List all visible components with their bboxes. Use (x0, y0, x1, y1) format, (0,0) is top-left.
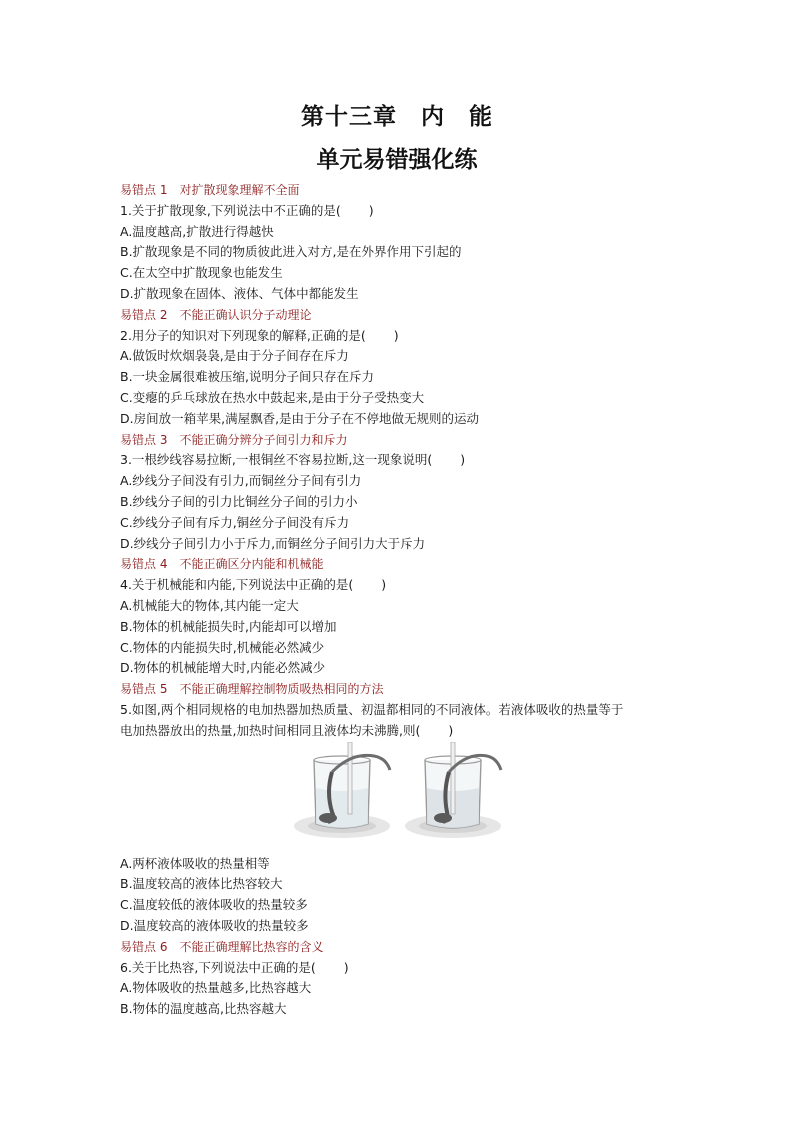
question-3: 3.一根纱线容易拉断,一根铜丝不容易拉断,这一现象说明( ) (120, 452, 466, 468)
beaker-heater-left-image (292, 742, 392, 842)
option-4d: D.物体的机械能增大时,内能必然减少 (120, 660, 326, 676)
error-point-heading-1: 易错点 1 对扩散现象理解不全面 (120, 183, 300, 197)
option-1a: A.温度越高,扩散进行得越快 (120, 223, 274, 239)
option-6a: A.物体吸收的热量越多,比热容越大 (120, 980, 312, 996)
error-point-heading-4: 易错点 4 不能正确区分内能和机械能 (120, 557, 324, 572)
option-2b: B.一块金属很难被压缩,说明分子间只存在斥力 (120, 369, 375, 385)
option-4c: C.物体的内能损失时,机械能必然减少 (120, 639, 325, 655)
question-2: 2.用分子的知识对下列现象的解释,正确的是( ) (120, 327, 399, 343)
question-1: 1.关于扩散现象,下列说法中不正确的是( ) (120, 202, 374, 218)
option-2c: C.变瘪的乒乓球放在热水中鼓起来,是由于分子受热变大 (120, 389, 425, 405)
option-2d: D.房间放一箱苹果,满屋飘香,是由于分子在不停地做无规则的运动 (120, 410, 480, 426)
error-point-heading-3: 易错点 3 不能正确分辨分子间引力和斥力 (120, 432, 348, 447)
unit-subtitle: 单元易错强化练 (316, 146, 478, 173)
option-3b: B.纱线分子间的引力比铜丝分子间的引力小 (120, 493, 358, 509)
option-5a: A.两杯液体吸收的热量相等 (120, 855, 270, 871)
question-5-line-1: 5.如图,两个相同规格的电加热器加热质量、初温都相同的不同液体。若液体吸收的热量等于 (120, 701, 624, 717)
option-3c: C.纱线分子间有斥力,铜丝分子间没有斥力 (120, 514, 350, 530)
option-5c: C.温度较低的液体吸收的热量较多 (120, 897, 308, 913)
option-4b: B.物体的机械能损失时,内能却可以增加 (120, 618, 337, 634)
option-2a: A.做饭时炊烟袅袅,是由于分子间存在斥力 (120, 348, 349, 364)
exercise-content (120, 180, 690, 1020)
error-point-heading-2: 易错点 2 不能正确认识分子动理论 (120, 307, 312, 322)
error-point-heading-6: 易错点 6 不能正确理解比热容的含义 (120, 939, 324, 954)
option-3a: A.纱线分子间没有引力,而铜丝分子间有引力 (120, 473, 362, 489)
option-1d: D.扩散现象在固体、液体、气体中都能发生 (120, 285, 359, 301)
option-6b: B.物体的温度越高,比热容越大 (120, 1001, 287, 1017)
chapter-title: 第十三章 内 能 (301, 103, 493, 130)
question-6: 6.关于比热容,下列说法中正确的是( ) (120, 959, 349, 975)
option-5b: B.温度较高的液体比热容较大 (120, 876, 283, 892)
beaker-heater-right-image (403, 742, 503, 842)
option-1b: B.扩散现象是不同的物质彼此进入对方,是在外界作用下引起的 (120, 244, 462, 260)
option-1c: C.在太空中扩散现象也能发生 (120, 265, 283, 281)
option-5d: D.温度较高的液体吸收的热量较多 (120, 917, 309, 933)
question-5-line-2: 电加热器放出的热量,加热时间相同且液体均未沸腾,则( ) (120, 722, 454, 738)
error-point-heading-5: 易错点 5 不能正确理解控制物质吸热相同的方法 (120, 682, 384, 697)
question-4: 4.关于机械能和内能,下列说法中正确的是( ) (120, 577, 387, 593)
option-3d: D.纱线分子间引力小于斥力,而铜丝分子间引力大于斥力 (120, 535, 426, 551)
option-4a: A.机械能大的物体,其内能一定大 (120, 597, 299, 613)
beaker-figure (120, 742, 690, 854)
